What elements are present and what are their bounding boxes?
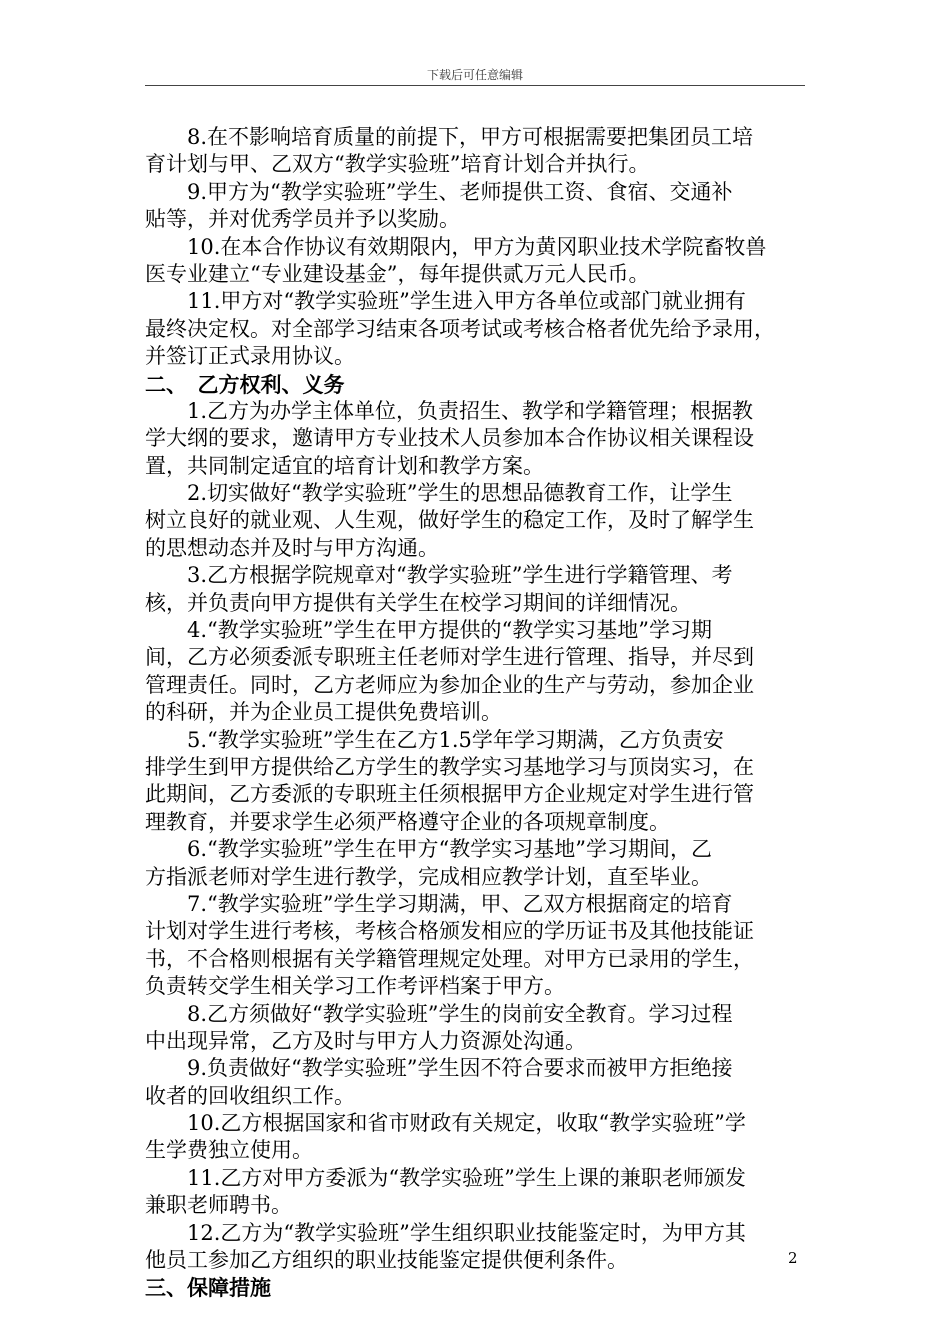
text-line: 计划对学生进行考核，考核合格颁发相应的学历证书及其他技能证 xyxy=(145,919,754,944)
text-line: 排学生到甲方提供给乙方学生的教学实习基地学习与顶岗实习，在 xyxy=(145,754,754,779)
header-rule xyxy=(145,85,805,86)
text-line: 9.甲方为“教学实验班”学生、老师提供工资、食宿、交通补 xyxy=(187,179,733,204)
page-header: 下载后可任意编辑 xyxy=(426,68,523,82)
text-line: 学大纲的要求，邀请甲方专业技术人员参加本合作协议相关课程设 xyxy=(145,426,754,451)
text-line: 12.乙方为“教学实验班”学生组织职业技能鉴定时，为甲方其 xyxy=(187,1220,746,1245)
text-line: 贴等，并对优秀学员并予以奖励。 xyxy=(145,207,460,232)
text-line: 中出现异常，乙方及时与甲方人力资源处沟通。 xyxy=(145,1028,586,1053)
text-line: 管理责任。同时，乙方老师应为参加企业的生产与劳动，参加企业 xyxy=(145,672,754,697)
text-line: 核，并负责向甲方提供有关学生在校学习期间的详细情况。 xyxy=(145,590,691,615)
text-line: 8.在不影响培育质量的前提下，甲方可根据需要把集团员工培 xyxy=(187,125,754,149)
text-line: 的思想动态并及时与甲方沟通。 xyxy=(145,535,439,560)
text-line: 置，共同制定适宜的培育计划和教学方案。 xyxy=(145,453,544,478)
text-line: 生学费独立使用。 xyxy=(145,1138,313,1163)
text-line: 5.“教学实验班”学生在乙方1.5学年学习期满，乙方负责安 xyxy=(187,727,724,752)
text-line: 方指派老师对学生进行教学，完成相应教学计划，直至毕业。 xyxy=(145,864,712,889)
text-line: 1.乙方为办学主体单位，负责招生、教学和学籍管理；根据教 xyxy=(187,398,754,423)
text-line: 11.甲方对“教学实验班”学生进入甲方各单位或部门就业拥有 xyxy=(187,289,746,314)
text-line: 最终决定权。对全部学习结束各项考试或考核合格者优先给予录用， xyxy=(145,316,775,341)
text-line: 6.“教学实验班”学生在甲方“教学实习基地”学习期间，乙 xyxy=(187,837,712,862)
text-line: 此期间，乙方委派的专职班主任须根据甲方企业规定对学生进行管 xyxy=(145,782,754,807)
section-heading: 二、 乙方权利、义务 xyxy=(145,371,345,397)
text-line: 他员工参加乙方组织的职业技能鉴定提供便利条件。 xyxy=(145,1248,628,1273)
text-line: 医专业建立“专业建设基金”，每年提供贰万元人民币。 xyxy=(145,261,650,286)
text-line: 书，不合格则根据有关学籍管理规定处理。对甲方已录用的学生， xyxy=(145,946,754,971)
text-line: 树立良好的就业观、人生观，做好学生的稳定工作，及时了解学生 xyxy=(145,508,754,533)
text-line: 7.“教学实验班”学生学习期满，甲、乙双方根据商定的培育 xyxy=(187,891,733,916)
text-line: 收者的回收组织工作。 xyxy=(145,1083,355,1108)
text-line: 3.乙方根据学院规章对“教学实验班”学生进行学籍管理、考 xyxy=(187,563,733,588)
document-body xyxy=(145,124,800,1302)
text-line: 的科研，并为企业员工提供免费培训。 xyxy=(145,700,502,725)
text-line: 2.切实做好“教学实验班”学生的思想品德教育工作，让学生 xyxy=(187,481,733,506)
text-line: 9.负责做好“教学实验班”学生因不符合要求而被甲方拒绝接 xyxy=(187,1056,733,1081)
text-line: 间，乙方必须委派专职班主任老师对学生进行管理、指导，并尽到 xyxy=(145,645,754,670)
text-line: 11.乙方对甲方委派为“教学实验班”学生上课的兼职老师颁发 xyxy=(187,1165,746,1190)
text-line: 负责转交学生相关学习工作考评档案于甲方。 xyxy=(145,974,565,999)
text-line: 兼职老师聘书。 xyxy=(145,1193,292,1218)
text-line: 8.乙方须做好“教学实验班”学生的岗前安全教育。学习过程 xyxy=(187,1001,733,1026)
section-heading: 三、保障措施 xyxy=(145,1275,271,1301)
page-number: 2 xyxy=(788,1249,798,1267)
text-line: 10.乙方根据国家和省市财政有关规定，收取“教学实验班”学 xyxy=(187,1111,746,1136)
text-line: 4.“教学实验班”学生在甲方提供的“教学实习基地”学习期 xyxy=(187,618,712,643)
text-line: 并签订正式录用协议。 xyxy=(145,344,355,369)
text-line: 育计划与甲、乙双方“教学实验班”培育计划合并执行。 xyxy=(145,152,650,177)
text-line: 理教育，并要求学生必须严格遵守企业的各项规章制度。 xyxy=(145,809,670,834)
text-line: 10.在本合作协议有效期限内，甲方为黄冈职业技术学院畜牧兽 xyxy=(187,234,767,259)
